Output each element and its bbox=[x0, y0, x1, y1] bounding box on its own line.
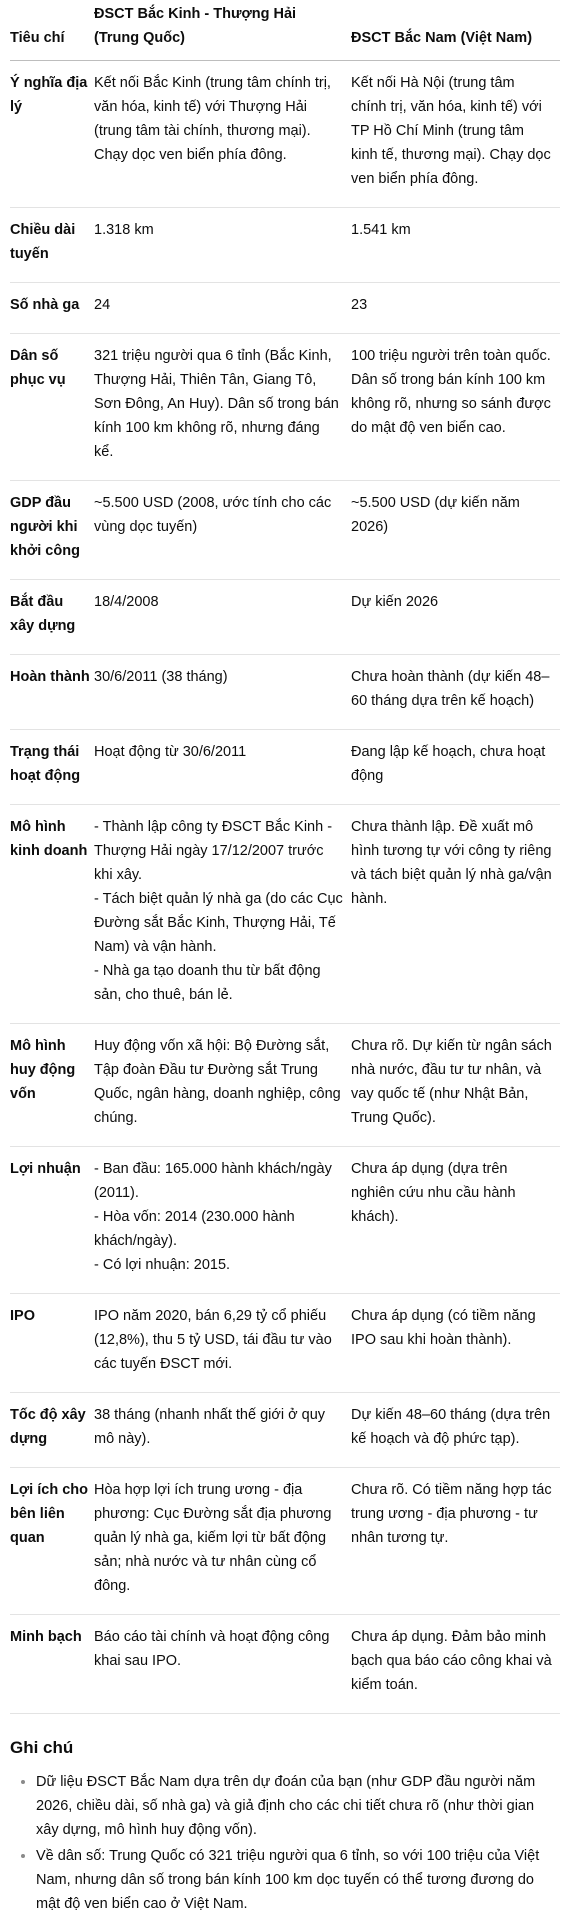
cell-line: Hòa hợp lợi ích trung ương - địa phương: Cục Đường sắt địa phương quản lý nhà ga, kiếm lợi từ bất động sản; nhà nước và tư nhân cùng cổ đông. bbox=[94, 1482, 332, 1594]
cell-line: Chưa rõ. Dự kiến từ ngân sách nhà nước, đầu tư tư nhân, và vay quốc tế (như Nhật Bản, Trung Quốc). bbox=[351, 1038, 552, 1126]
cell-line: 18/4/2008 bbox=[94, 594, 159, 610]
row-criterion: Trạng thái hoạt động bbox=[10, 730, 94, 805]
row-china-value bbox=[94, 655, 351, 730]
notes-item: • Dữ liệu ĐSCT Bắc Nam dựa trên dự đoán của bạn (như GDP đầu người năm 2026, chiều dài, số nhà ga) và giả định cho các chi tiết chưa rõ (như thời gian xây dựng, mô hình huy động vốn). bbox=[36, 1770, 560, 1842]
row-china-value bbox=[94, 283, 351, 334]
row-criterion: IPO bbox=[10, 1294, 94, 1393]
row-china-value bbox=[94, 1024, 351, 1147]
table-row bbox=[10, 1024, 560, 1147]
row-vietnam-value bbox=[351, 1024, 560, 1147]
row-vietnam-value bbox=[351, 730, 560, 805]
row-vietnam-value bbox=[351, 1393, 560, 1468]
table-header bbox=[10, 0, 560, 61]
row-china-value bbox=[94, 730, 351, 805]
cell-line: Kết nối Hà Nội (trung tâm chính trị, văn hóa, kinh tế) với TP Hồ Chí Minh (trung tâm kinh tế, thương mại). Chạy dọc ven biển phía đông. bbox=[351, 75, 551, 187]
row-vietnam-value bbox=[351, 283, 560, 334]
cell-line: - Tách biệt quản lý nhà ga (do các Cục Đường sắt Bắc Kinh, Thượng Hải, Tế Nam) và vận hành. bbox=[94, 891, 343, 955]
row-criterion: Chiều dài tuyến bbox=[10, 208, 94, 283]
row-criterion: Mô hình kinh doanh bbox=[10, 805, 94, 1024]
header-criterion: Tiêu chí bbox=[10, 0, 94, 61]
row-criterion: Bắt đầu xây dựng bbox=[10, 580, 94, 655]
row-criterion: Dân số phục vụ bbox=[10, 334, 94, 481]
row-vietnam-value bbox=[351, 580, 560, 655]
row-china-value bbox=[94, 61, 351, 208]
row-china-value bbox=[94, 1393, 351, 1468]
notes-list bbox=[10, 1770, 560, 1916]
table-row bbox=[10, 1468, 560, 1615]
table-row bbox=[10, 580, 560, 655]
cell-line: 30/6/2011 (38 tháng) bbox=[94, 669, 228, 685]
cell-line: - Ban đầu: 165.000 hành khách/ngày (2011). bbox=[94, 1161, 332, 1201]
cell-line: 38 tháng (nhanh nhất thế giới ở quy mô này). bbox=[94, 1407, 326, 1447]
table-row bbox=[10, 655, 560, 730]
table-row bbox=[10, 1147, 560, 1294]
row-vietnam-value bbox=[351, 1468, 560, 1615]
cell-line: Dự kiến 48–60 tháng (dựa trên kế hoạch và độ phức tạp). bbox=[351, 1407, 551, 1447]
table-row bbox=[10, 1294, 560, 1393]
row-vietnam-value bbox=[351, 334, 560, 481]
table-row bbox=[10, 1393, 560, 1468]
cell-line: 23 bbox=[351, 297, 368, 313]
cell-line: Dự kiến 2026 bbox=[351, 594, 439, 610]
row-criterion: Hoàn thành bbox=[10, 655, 94, 730]
row-china-value bbox=[94, 208, 351, 283]
cell-line: Đang lập kế hoạch, chưa hoạt động bbox=[351, 744, 546, 784]
cell-line: 24 bbox=[94, 297, 111, 313]
row-china-value bbox=[94, 334, 351, 481]
table-body bbox=[10, 61, 560, 1714]
row-criterion: Mô hình huy động vốn bbox=[10, 1024, 94, 1147]
cell-line: 100 triệu người trên toàn quốc. Dân số trong bán kính 100 km không rõ, nhưng so sánh được do mật độ ven biển cao. bbox=[351, 348, 551, 436]
comparison-table bbox=[10, 0, 560, 1714]
row-vietnam-value bbox=[351, 1615, 560, 1714]
row-china-value bbox=[94, 1615, 351, 1714]
row-criterion: Ý nghĩa địa lý bbox=[10, 61, 94, 208]
row-criterion: Lợi nhuận bbox=[10, 1147, 94, 1294]
cell-line: - Nhà ga tạo doanh thu từ bất động sản, cho thuê, bán lẻ. bbox=[94, 963, 321, 1003]
row-china-value bbox=[94, 1468, 351, 1615]
cell-line: Huy động vốn xã hội: Bộ Đường sắt, Tập đoàn Đầu tư Đường sắt Trung Quốc, ngân hàng, doanh nghiệp, công chúng. bbox=[94, 1038, 341, 1126]
cell-line: - Hòa vốn: 2014 (230.000 hành khách/ngày). bbox=[94, 1209, 295, 1249]
row-criterion: Số nhà ga bbox=[10, 283, 94, 334]
table-row bbox=[10, 208, 560, 283]
cell-line: Kết nối Bắc Kinh (trung tâm chính trị, văn hóa, kinh tế) với Thượng Hải (trung tâm tài chính, thương mại). Chạy dọc ven biển phía đông. bbox=[94, 75, 331, 163]
table-row bbox=[10, 334, 560, 481]
cell-line: 321 triệu người qua 6 tỉnh (Bắc Kinh, Thượng Hải, Thiên Tân, Giang Tô, Sơn Đông, An Huy). Dân số trong bán kính 100 km không rõ, nhưng đáng kể. bbox=[94, 348, 339, 460]
table-row bbox=[10, 730, 560, 805]
row-china-value bbox=[94, 1147, 351, 1294]
cell-line: Chưa áp dụng. Đảm bảo minh bạch qua báo cáo công khai và kiểm toán. bbox=[351, 1629, 552, 1693]
cell-line: Chưa rõ. Có tiềm năng hợp tác trung ương - địa phương - tư nhân tương tự. bbox=[351, 1482, 552, 1546]
cell-line: ~5.500 USD (2008, ước tính cho các vùng dọc tuyến) bbox=[94, 495, 332, 535]
table-row bbox=[10, 283, 560, 334]
row-criterion: Tốc độ xây dựng bbox=[10, 1393, 94, 1468]
table-row bbox=[10, 481, 560, 580]
cell-line: Chưa thành lập. Đề xuất mô hình tương tự với công ty riêng và tách biệt quản lý nhà ga/vận hành. bbox=[351, 819, 552, 907]
row-china-value bbox=[94, 805, 351, 1024]
cell-line: Chưa hoàn thành (dự kiến 48–60 tháng dựa trên kế hoạch) bbox=[351, 669, 550, 709]
row-criterion: Minh bạch bbox=[10, 1615, 94, 1714]
row-china-value bbox=[94, 580, 351, 655]
row-criterion: GDP đầu người khi khởi công bbox=[10, 481, 94, 580]
cell-line: - Có lợi nhuận: 2015. bbox=[94, 1257, 231, 1273]
table-row bbox=[10, 805, 560, 1024]
row-vietnam-value bbox=[351, 208, 560, 283]
row-criterion: Lợi ích cho bên liên quan bbox=[10, 1468, 94, 1615]
row-vietnam-value bbox=[351, 1294, 560, 1393]
notes-title: Ghi chú bbox=[10, 1738, 74, 1757]
row-vietnam-value bbox=[351, 655, 560, 730]
cell-line: Hoạt động từ 30/6/2011 bbox=[94, 744, 247, 760]
row-vietnam-value bbox=[351, 805, 560, 1024]
row-china-value bbox=[94, 481, 351, 580]
table-row bbox=[10, 61, 560, 208]
cell-line: Báo cáo tài chính và hoạt động công khai sau IPO. bbox=[94, 1629, 330, 1669]
cell-line: IPO năm 2020, bán 6,29 tỷ cổ phiếu (12,8%), thu 5 tỷ USD, tái đầu tư vào các tuyến ĐSCT mới. bbox=[94, 1308, 332, 1372]
header-row bbox=[10, 0, 560, 61]
row-vietnam-value bbox=[351, 61, 560, 208]
cell-line: Chưa áp dụng (dựa trên nghiên cứu nhu cầu hành khách). bbox=[351, 1161, 516, 1225]
row-china-value bbox=[94, 1294, 351, 1393]
cell-line: 1.541 km bbox=[351, 222, 411, 238]
cell-line: 1.318 km bbox=[94, 222, 154, 238]
header-vietnam: ĐSCT Bắc Nam (Việt Nam) bbox=[351, 0, 560, 61]
cell-line: - Thành lập công ty ĐSCT Bắc Kinh - Thượng Hải ngày 17/12/2007 trước khi xây. bbox=[94, 819, 333, 883]
cell-line: Chưa áp dụng (có tiềm năng IPO sau khi hoàn thành). bbox=[351, 1308, 536, 1348]
row-vietnam-value bbox=[351, 481, 560, 580]
header-china: ĐSCT Bắc Kinh - Thượng Hải (Trung Quốc) bbox=[94, 0, 351, 61]
table-row bbox=[10, 1615, 560, 1714]
row-vietnam-value bbox=[351, 1147, 560, 1294]
notes-item: • Về dân số: Trung Quốc có 321 triệu người qua 6 tỉnh, so với 100 triệu của Việt Nam, nhưng dân số trong bán kính 100 km dọc tuyến có thể tương đương do mật độ ven biển cao ở Việt Nam. bbox=[36, 1844, 560, 1916]
cell-line: ~5.500 USD (dự kiến năm 2026) bbox=[351, 495, 520, 535]
